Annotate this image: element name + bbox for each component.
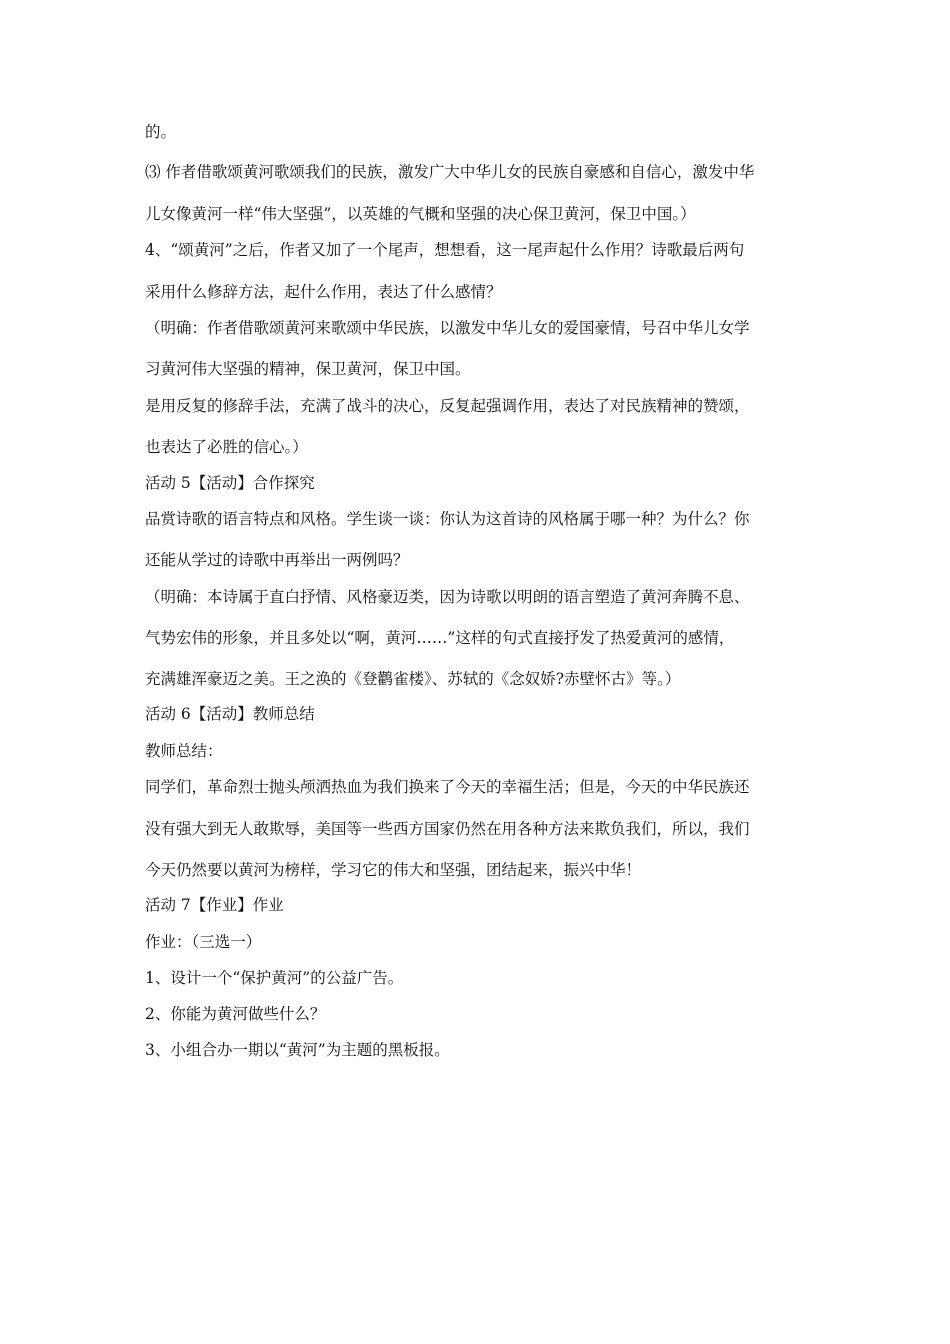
text-line: （明确：本诗属于直白抒情、风格豪迈类，因为诗歌以明朗的语言塑造了黄河奔腾不息、 [145,588,750,606]
text-line: 也表达了必胜的信心。） [145,438,308,456]
text-line: 品赏诗歌的语言特点和风格。学生谈一谈：你认为这首诗的风格属于哪一种？为什么？你 [145,510,750,528]
text-line: 采用什么修辞方法，起什么作用，表达了什么感情？ [145,283,502,301]
text-line: （明确：作者借歌颂黄河来歌颂中华民族，以激发中华儿女的爱国豪情，号召中华儿女学 [145,319,750,337]
text-line: 儿女像黄河一样“伟大坚强”，以英雄的气概和坚强的决心保卫黄河，保卫中国。） [145,205,696,223]
section-heading-activity-6: 活动 6【活动】教师总结 [145,705,315,723]
text-line: 习黄河伟大坚强的精神，保卫黄河，保卫中国。 [145,360,471,378]
text-line: 没有强大到无人敢欺辱，美国等一些西方国家仍然在用各种方法来欺负我们，所以，我们 [145,820,750,838]
text-line: ⑶ 作者借歌颂黄河歌颂我们的民族，激发广大中华儿女的民族自豪感和自信心，激发中华 [145,163,755,181]
list-item: 1、设计一个“保护黄河”的公益广告。 [145,969,404,987]
text-line: 作业：（三选一） [145,933,262,951]
list-item: 3、小组合办一期以“黄河”为主题的黑板报。 [145,1041,450,1059]
text-line: 气势宏伟的形象，并且多处以“啊，黄河……”这样的句式直接抒发了热爱黄河的感情， [145,629,735,647]
text-line: 是用反复的修辞手法，充满了战斗的决心，反复起强调作用，表达了对民族精神的赞颂， [145,397,750,415]
list-item: 2、你能为黄河做些什么？ [145,1005,326,1023]
text-line: 的。 [145,123,177,141]
text-line: 同学们，革命烈士抛头颅洒热血为我们换来了今天的幸福生活；但是，今天的中华民族还 [145,778,750,796]
section-heading-activity-7: 活动 7【作业】作业 [145,896,284,914]
text-line: 充满雄浑豪迈之美。王之涣的《登鹳雀楼》、苏轼的《念奴娇?赤壁怀古》等。） [145,670,681,688]
text-line: 教师总结： [145,742,223,760]
text-line: 今天仍然要以黄河为榜样，学习它的伟大和坚强，团结起来，振兴中华！ [145,861,642,879]
text-line: 4、“颂黄河”之后，作者又加了一个尾声，想想看，这一尾声起什么作用？诗歌最后两句 [145,241,745,259]
text-line: 还能从学过的诗歌中再举出一两例吗？ [145,551,409,569]
section-heading-activity-5: 活动 5【活动】合作探究 [145,474,315,492]
